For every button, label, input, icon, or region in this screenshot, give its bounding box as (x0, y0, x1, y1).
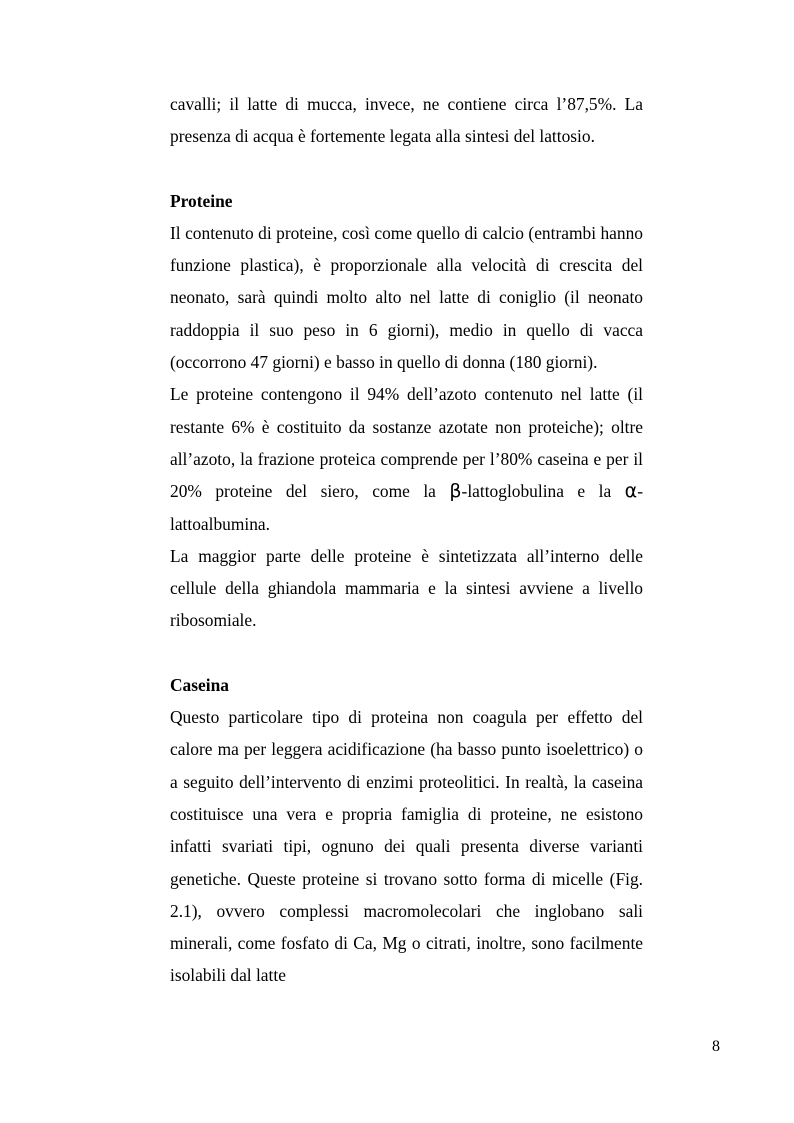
intro-paragraph: cavalli; il latte di mucca, invece, ne contiene circa l’87,5%. La presenza di acqua è fortemente legata alla sintesi del lattosio. (170, 94, 643, 147)
proteine-paragraph-2 (170, 378, 643, 539)
proteine-p2-text-c: -lattoalbumina. (170, 481, 643, 534)
page-number: 8 (712, 1038, 720, 1055)
beta-symbol: β (449, 480, 462, 503)
proteine-paragraph-3: La maggior parte delle proteine è sintetizzata all’interno delle cellule della ghiandola mammaria e la sintesi avviene a livello ribosomiale. (170, 545, 643, 631)
section-spacer (170, 637, 643, 669)
proteine-p2-text-b: -lattoglobulina e la (461, 481, 625, 502)
section-spacer (170, 153, 643, 185)
page-body (170, 88, 643, 992)
proteine-p2-text-a: Le proteine contengono il 94% dell’azoto contenuto nel latte (il restante 6% è costituito da sostanze azotate non proteiche); oltre all’azoto, la frazione proteica comprende per l’80% caseina e per il 20% proteine del siero, come la (170, 384, 643, 502)
alpha-symbol: α (624, 480, 638, 503)
heading-proteine: Proteine (170, 190, 233, 211)
caseina-paragraph-1: Questo particolare tipo di proteina non coagula per effetto del calore ma per leggera acidificazione (ha basso punto isoelettrico) o a seguito dell’intervento di enzimi proteolitici. In realtà, la caseina costituisce una vera e propria famiglia di proteine, ne esistono infatti svariati tipi, ognuno dei quali presenta diverse varianti genetiche. Queste proteine si trovano sotto forma di micelle (Fig. 2.1), ovvero complessi macromolecolari che inglobano sali minerali, come fosfato di Ca, Mg o citrati, inoltre, sono facilmente isolabili dal latte (170, 707, 643, 986)
heading-caseina: Caseina (170, 674, 229, 695)
proteine-paragraph-1: Il contenuto di proteine, così come quello di calcio (entrambi hanno funzione plastica), è proporzionale alla velocità di crescita del neonato, sarà quindi molto alto nel latte di coniglio (il neonato raddoppia il suo peso in 6 giorni), medio in quello di vacca (occorrono 47 giorni) e basso in quello di donna (180 giorni). (170, 222, 643, 373)
